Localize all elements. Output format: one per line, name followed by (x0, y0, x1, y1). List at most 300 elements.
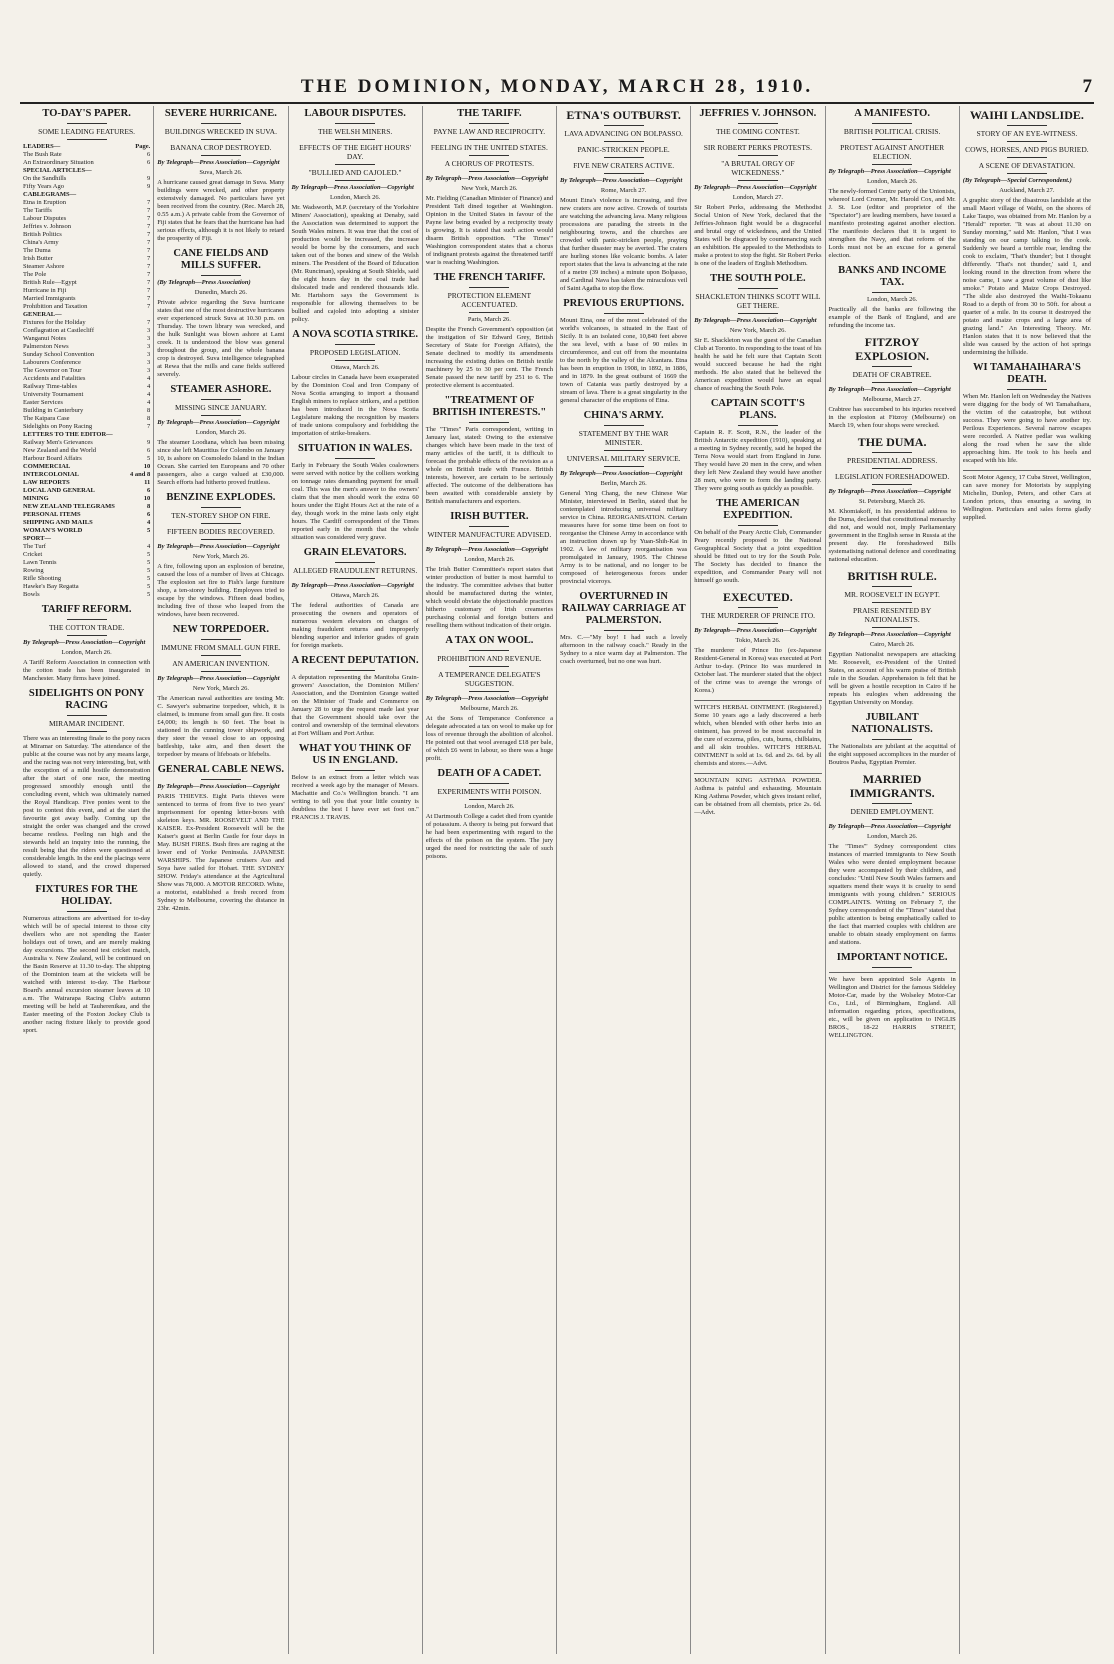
contents-page: 7 (147, 239, 151, 246)
subheadline: EFFECTS OF THE EIGHT HOURS' DAY. (299, 143, 412, 161)
article-body: A Tariff Reform Association in connection with the cotton trade has been inaugurated in Manchester. Many firms have joined. (23, 659, 151, 682)
subheadline: A SCENE OF DEVASTATION. (978, 161, 1076, 170)
rule (201, 523, 241, 524)
contents-page: 4 and 8 (130, 471, 151, 478)
rule (1007, 389, 1047, 390)
rule (604, 425, 644, 426)
article-ad-asthma (694, 773, 821, 817)
subheadline: AN AMERICAN INVENTION. (172, 659, 270, 668)
contents-page: 7 (147, 231, 151, 238)
contents-page: 7 (147, 319, 151, 326)
byline: By Telegraph—Press Association—Copyright (828, 488, 951, 495)
headline: WHAT YOU THINK OF US IN ENGLAND. (298, 743, 412, 766)
contents-item (23, 519, 150, 527)
subheadline: THE MURDERER OF PRINCE ITO. (700, 611, 815, 620)
article-chinas-army (560, 410, 687, 586)
contents-item (23, 487, 150, 495)
contents-label: SHIPPING AND MAILS (23, 519, 93, 526)
rule (872, 452, 912, 453)
contents-page: 5 (147, 575, 151, 582)
rule (67, 635, 107, 636)
headline: IRISH BUTTER. (450, 511, 529, 522)
article-sidelights (23, 688, 150, 879)
contents-label: University Tournament (23, 391, 84, 398)
headline: JEFFRIES V. JOHNSON. (699, 108, 817, 119)
rule (335, 180, 375, 181)
contents-item (23, 255, 150, 263)
rule (872, 967, 912, 968)
contents-label: WOMAN'S WORLD (23, 527, 83, 534)
article-deputation (292, 655, 419, 738)
byline: By Telegraph—Press Association—Copyright (828, 823, 951, 830)
rule (201, 399, 241, 400)
byline: By Telegraph—Press Association—Copyright (694, 627, 817, 634)
rule (469, 783, 509, 784)
contents-page: 4 (147, 543, 151, 550)
headline: NEW TORPEDOER. (172, 624, 270, 635)
rule (469, 123, 509, 124)
contents-label: Wanganui Notes (23, 335, 66, 342)
rule (872, 803, 912, 804)
contents-label: Hurricane in Fiji (23, 287, 67, 294)
rule (201, 539, 241, 540)
subheadline: SOME LEADING FEATURES. (38, 127, 136, 136)
rule (469, 171, 509, 172)
rule (738, 139, 778, 140)
article-body: The murderer of Prince Ito (ex-Japanese Resident-General in Korea) was executed at Port Arthur to-day. (Prince Ito was murdered in October last. The murderer stated that the object of the crime was to avenge the wrongs of Korea.) (694, 647, 822, 694)
subheadline: EXPERIMENTS WITH POISON. (437, 787, 542, 796)
contents-item (23, 263, 150, 271)
contents-item (23, 543, 150, 551)
article-body: A fire, following upon an explosion of benzine, caused the loss of a number of lives at Chicago. The explosion set fire to Fish's large furniture shop, a ten-storey building. Employees tried to escape by the windows. Fifteen dead bodies, including five of those who leaped from the windows, have been recovered. (157, 563, 285, 618)
contents-label: Irish Butter (23, 255, 53, 262)
contents-item (23, 415, 150, 423)
contents-page: 11 (144, 479, 151, 486)
article-immigrants (829, 772, 956, 947)
contents-item (23, 503, 150, 511)
contents-item (23, 287, 150, 295)
rule (335, 344, 375, 345)
rule (738, 123, 778, 124)
contents-page: 7 (147, 263, 151, 270)
contents-page: 5 (147, 591, 151, 598)
contents-item (23, 239, 150, 247)
headline: DEATH OF A CADET. (437, 768, 542, 779)
dateline: London, March 26. (867, 178, 918, 185)
rule (738, 607, 778, 608)
rule (335, 139, 375, 140)
contents-label: Etna in Eruption (23, 199, 66, 206)
article-body: Mount Etna, one of the most celebrated of the world's volcanoes, is situated in the East of Sicily. It is an isolated cone, 10,840 feet above the sea level, with a base of 90 miles in circumference, and cut off from the mountains to the north by the valley of the Alcantara. Etna has been in eruption in 1908, in 1892, in 1886, and in 1879. In the great outburst of 1669 the town of Catania was partly destroyed by a stream of lava. There is a great singularity in the general character of the eruptions of Etna. (560, 317, 688, 404)
contents-item (23, 567, 150, 575)
contents-item (23, 183, 150, 191)
contents-page: 4 (147, 375, 151, 382)
rule (872, 484, 912, 485)
byline: By Telegraph—Press Association—Copyright (828, 631, 951, 638)
contents-item (23, 175, 150, 183)
byline: By Telegraph—Press Association—Copyright (694, 184, 817, 191)
headline: MARRIED IMMIGRANTS. (849, 772, 935, 800)
rule (604, 630, 644, 631)
contents-page: 5 (147, 567, 151, 574)
article-body: Captain R. F. Scott, R.N., the leader of the British Antarctic expedition (1910), speaking at a meeting in Sydney recently, said he hoped the Terra Nova would start from England in June. They would have 20 men in the crew, and when they left New Zealand they would have another 28 men, who were to form the landing party. They were going south as quickly as possible. (694, 429, 822, 492)
article-executed (694, 590, 821, 695)
rule (335, 360, 375, 361)
subheadline: COWS, HORSES, AND PIGS BURIED. (965, 145, 1089, 154)
rule (604, 141, 644, 142)
article-body: Numerous attractions are advertised for to-day which will be of special interest to those city dwellers who are not spending the Easter holidays out of town, and are merely making day excursions. The second test cricket match, Australia v. New Zealand, will be continued on the Basin Reserve at 11.30 to-day. The shipping of the Dominion team at the wickets will be watched with interest to-day. The Harbour Board's annual excursion steamer leaves at 10 a.m. The Wairarapa Racing Club's autumn meeting will be held at Tauherenikau, and the Easter meeting of the Foxton Jockey Club is another racing fixture likely to provide good sport. (23, 915, 151, 1034)
headline: A NOVA SCOTIA STRIKE. (292, 329, 419, 340)
byline: By Telegraph—Press Association—Copyright (157, 159, 280, 166)
contents-page: 8 (147, 503, 151, 510)
contents-page: 4 (147, 519, 151, 526)
contents-label: Sunday School Convention (23, 351, 95, 358)
contents-page: 7 (147, 223, 151, 230)
headline: JUBILANT NATIONALISTS. (851, 712, 933, 735)
article-french-tariff (426, 272, 553, 390)
contents-page: 7 (147, 215, 151, 222)
article-tamahaihara (963, 362, 1091, 465)
headline: EXECUTED. (723, 590, 793, 604)
contents-page: 3 (147, 343, 151, 350)
subheadline: "BULLIED AND CAJOLED." (308, 168, 402, 177)
contents-item (23, 319, 150, 327)
article-england (292, 743, 419, 822)
article-tariff-reform (23, 604, 150, 683)
contents-item (23, 391, 150, 399)
rule (469, 691, 509, 692)
headline: GENERAL CABLE NEWS. (157, 764, 285, 775)
contents-page: 6 (147, 487, 151, 494)
dateline: New York, March 26. (192, 553, 250, 560)
contents-label: SPORT— (23, 535, 51, 542)
subheadline: DEATH OF CRABTREE. (852, 370, 932, 379)
contents-item (23, 207, 150, 215)
headline: BRITISH RULE. (847, 569, 937, 583)
contents-item (23, 327, 150, 335)
contents-item (23, 535, 150, 543)
contents-page: 8 (147, 407, 151, 414)
byline: By Telegraph—Press Association—Copyright (425, 695, 549, 702)
article-grain (292, 547, 419, 650)
contents-item (23, 351, 150, 359)
subheadline: PROHIBITION AND REVENUE. (437, 654, 542, 663)
contents-label: New Zealand and the World (23, 447, 96, 454)
rule (1007, 125, 1047, 126)
contents-label: Married Immigrants (23, 295, 76, 302)
article-body: The "Times" Paris correspondent, writing in January last, stated: Owing to the extensive changes which have been made in the text of many articles of the tariff, it is difficult to forecast the probable effects of the revision as a whole on British trade with France. British interests, however, are certain to be seriously affected. The outcome of the deliberations has been awaited with considerable anxiety by British manufacturers and exporters. (425, 426, 553, 505)
rule (738, 180, 778, 181)
headline: IMPORTANT NOTICE. (836, 952, 948, 963)
article-benzine (157, 492, 284, 619)
subheadline: ALLEGED FRAUDULENT RETURNS. (293, 566, 418, 575)
article-body: Labour circles in Canada have been exasperated by the Dominion Coal and Iron Company of Nova Scotia arranging to import a thousand English miners to replace strikers, and a petition has been introduced in the Nova Scotia Legislature making the recognition by masters of trade unions compulsory and forbidding the importation of strike-breakers. (291, 374, 419, 437)
contents-label: Fifty Years Ago (23, 183, 64, 190)
byline: By Telegraph—Press Association—Copyright (23, 639, 146, 646)
article-scott-plans (694, 398, 821, 493)
rule (201, 415, 241, 416)
contents-item (23, 223, 150, 231)
headline: SEVERE HURRICANE. (164, 108, 277, 119)
contents-page: 7 (147, 247, 151, 254)
article-body: Mr. Wadsworth, M.P. (secretary of the Yorkshire Miners' Association), speaking at Denaby, said the Association was determined to support the South Wales miners. It was true that the cost of production would be increased, the increase would be borne by the consumers, and such taken out of the bones and sinew of the Welsh miners. The President of the Board of Education (Mr. Runciman), speaking at South Shields, said the eight hours day in the coal trade had dislocated trade and rendered thousands idle. Mr. Hartshorn says the Government is responsible for allowing themselves to be bullied and cajoled into adopting a sinister policy. (291, 204, 419, 323)
headline: STEAMER ASHORE. (170, 384, 272, 395)
dateline: London, March 26. (867, 833, 918, 840)
rule (872, 739, 912, 740)
contents-item (23, 407, 150, 415)
rule (201, 139, 241, 140)
contents-label: On the Sandhills (23, 175, 67, 182)
contents-label: PERSONAL ITEMS (23, 511, 81, 518)
contents-page: 4 (147, 399, 151, 406)
byline: By Telegraph—Press Association—Copyright (828, 386, 951, 393)
rule (335, 562, 375, 563)
subheadline: THE COMING CONTEST. (715, 127, 800, 136)
contents-item (23, 463, 150, 471)
rule (738, 155, 778, 156)
rule (872, 164, 912, 165)
rule (201, 123, 241, 124)
article-ad-motor (963, 470, 1091, 522)
subheadline: THE COTTON TRADE. (48, 623, 125, 632)
headline: A MANIFESTO. (854, 108, 930, 119)
dateline: Ottawa, March 26. (330, 592, 380, 599)
rule (469, 650, 509, 651)
subheadline: MR. ROOSEVELT IN EGYPT. (844, 590, 940, 599)
contents-label: Conflagration at Castlecliff (23, 327, 94, 334)
headline: THE SOUTH POLE. (710, 273, 806, 284)
article-torpedoer (157, 624, 284, 759)
contents-item (23, 303, 150, 311)
contents-item (23, 151, 150, 159)
subheadline: LEGISLATION FORESHADOWED. (835, 472, 950, 481)
contents-item (23, 359, 150, 367)
contents-label: British Politics (23, 231, 62, 238)
contents-item (23, 191, 150, 199)
contents-page: 7 (147, 279, 151, 286)
contents-item (23, 215, 150, 223)
headline: CAPTAIN SCOTT'S PLANS. (710, 398, 805, 421)
contents-label: Prohibition and Taxation (23, 303, 88, 310)
article-overturned (560, 591, 687, 666)
contents-page: 6 (147, 447, 151, 454)
subheadline: PAYNE LAW AND RECIPROCITY. (433, 127, 546, 136)
dateline: New York, March 26. (461, 185, 518, 192)
headline: THE DUMA. (857, 435, 927, 449)
headline: THE AMERICAN EXPEDITION. (716, 498, 800, 521)
contents-label: The Bush Rate (23, 151, 62, 158)
subheadline: PROTECTION ELEMENT ACCENTUATED. (447, 291, 532, 309)
article-etna (560, 108, 687, 293)
article-body: Mount Etna's violence is increasing, and five new craters are now active. Crowds of tourists are watching the advancing lava. Many religious processions are parading the streets in the neighbouring towns, and the churches are crowded with panic-stricken people, praying that further disaster may be averted. The craters are hurling stones like volcanic bombs. A later report states that the lava is advancing at the rate of a metre (39 inches) a minute upon Bolpasso, and Cardinal Nava has taken the miraculous veil of Saint Agatha to stop the flow. (560, 197, 688, 292)
column-1 (20, 106, 154, 1654)
article-tariff (426, 108, 553, 267)
contents-label: LOCAL AND GENERAL (23, 487, 95, 494)
headline: CHINA'S ARMY. (583, 410, 664, 421)
subheadline: "A BRUTAL ORGY OF WICKEDNESS." (721, 159, 795, 177)
rule (201, 507, 241, 508)
advertisement-text: We have been appointed Sole Agents in Wellington and District for the famous Siddeley Motor-Car, made by the Wolseley Motor-Car Co., Ltd., of Birmingham, England. All information regarding prices, specifications, etc., will be given on application to INGLIS BROS., 18-22 HARRIS STREET, WELLINGTON. (829, 972, 956, 1040)
headline: THE FRENCH TARIFF. (433, 272, 546, 283)
byline: By Telegraph—Press Association—Copyright (291, 582, 414, 589)
contents-item (23, 495, 150, 503)
dateline: Auckland, March 27. (999, 187, 1055, 194)
contents-page: 3 (147, 359, 151, 366)
contents-page: 10 (143, 463, 151, 470)
article-body: Mr. Fielding (Canadian Minister of Finance) and President Taft dined together at Washington. Opinion in the United States in favour of the Payne law being evaded by a reciprocity treaty is growing. It is stated that such action would disarm British opposition. "The Times'" Washington correspondent states that a chorus of indignant protests against the threatened tariff war is reaching Washington. (425, 195, 553, 266)
contents-label: China's Army (23, 239, 59, 246)
contents-label: The Tariffs (23, 207, 52, 214)
contents-label: Cricket (23, 551, 43, 558)
article-body: The "Times'" Sydney correspondent cites instances of married immigrants to New South Wales who were denied employment because they were accompanied by their children, and concludes: "Until New South Wales farmers and squatters mend their ways it is cruelty to send immigrants with young children." SERIOUS COMPLAINTS. Writing on February 7, the Sydney correspondent of the "Times" stated that public attention is being emphatically called to the fact that married couples with children are unable to obtain steady employment on farms and stations. (828, 843, 956, 946)
article-duma (829, 435, 956, 564)
subheadline: PROPOSED LEGISLATION. (309, 348, 401, 357)
contents-item (23, 551, 150, 559)
article-ad-witch (694, 700, 821, 768)
article-steamer (157, 384, 284, 487)
rule (872, 819, 912, 820)
contents-page: 10 (143, 495, 151, 502)
subheadline: MIRAMAR INCIDENT. (48, 719, 125, 728)
contents-label: Harbour Board Affairs (23, 455, 82, 462)
subheadline: DENIED EMPLOYMENT. (850, 807, 934, 816)
column-7 (826, 106, 960, 1654)
contents-page: 5 (147, 583, 151, 590)
headline: THE TARIFF. (457, 108, 522, 119)
article-body: A graphic story of the disastrous landslide at the small Maori village of Waihi, on the shores of Lake Taupo, was obtained from Mr. Hanlon by a "Herald" reporter. "It was at about 11.30 on Sunday morning," said Mr. Hanlon, "that I was standing on our camp talking to the cook. Suddenly we heard a terrible roar, lending the cook to exclaim, 'That's thunder'; but I thought differently. 'That's not thunder,' said I, and looking round in the direction from where the noise came, I saw a great volume of dust like smoke." Potato and Maize Crops Destroyed. "The slide also destroyed the Waihi-Tokaanu Road to a depth of from 30 to 50ft. for about a quarter of a mile. In its course it destroyed the potato and maize crops and a large area of grazing land." An Interesting Theory. Mr. Hanlon states that it is now believed that the slide was caused by the action of hot springs undermining the hillside. (962, 197, 1091, 356)
contents-item (23, 343, 150, 351)
contents-label: The Governor on Tour (23, 367, 82, 374)
article-fitzroy (829, 335, 956, 430)
rule (872, 602, 912, 603)
dateline: London, March 26. (464, 556, 515, 563)
contents-item (23, 159, 150, 167)
article-manifesto (829, 108, 956, 260)
dateline: New York, March 26. (192, 685, 250, 692)
article-american-exp (694, 498, 821, 585)
article-body: There was an interesting finale to the pony races at Miramar on Saturday. The attendance of the public at the course was not by any means large, and the racing was not very interesting, but, with the exception of a mild hostile demonstration after the start of one race, the meeting progressed smoothly enough until the concluding event, which was ultimately named the Royal Handicap. Five ponies went to the post to contest this event, and at the start the favourite got away badly. Coming up the straight the order was changed and the crowd became restless. Feeling ran high and the stewards held an inquiry into the running, the result being that the riders were questioned at considerable length. In the end the placings were allowed to stand, and the crowd dispersed quietly. (23, 735, 151, 878)
rule (872, 366, 912, 367)
contents-page: 7 (147, 199, 151, 206)
article-body: The newly-formed Centre party of the Unionists, whereof Lord Cromer, Mr. Harold Cox, and Mr. J. St. Loe (editor and proprietor of the "Spectator") are leading members, have issued a manifesto protesting against another election. The manifesto declares that it is urgent to strengthen the Navy, and that reform of the Lords must not be an excuse for a general election. (828, 188, 956, 259)
article-body: M. Khomiakoff, in his presidential address to the Duma, declared that constitutional monarchy did not, and would not, imply Parliamentary government in the English sense in Russia at the present day. He foreshadowed Bills systematising national defence and coordinating national education. (828, 508, 956, 563)
byline: By Telegraph—Press Association—Copyright (425, 175, 549, 182)
article-body: General Ying Chang, the new Chinese War Minister, interviewed in Berlin, stated that he contemplated introducing universal military service in China. REORGANISATION. Certain measures have for some time been on foot to reorganise the Chinese Army in accordance with an instruction drawn up by Yuan-Shih-Kai in 1902. A law of military reorganisation was promulgated in January, 1905. The Chinese Army is to be national, and no longer to be composed of heterogeneous forces under provincial viceroys. (560, 490, 688, 585)
masthead-title: THE DOMINION, MONDAY, MARCH 28, 1910. (300, 76, 814, 97)
article-labour (292, 108, 419, 324)
contents-label: MINING (23, 495, 49, 502)
headline: FIXTURES FOR THE HOLIDAY. (35, 884, 138, 907)
contents-label: GENERAL— (23, 311, 62, 318)
rule (738, 425, 778, 426)
contents-page: 6 (147, 159, 151, 166)
contents-page: 6 (147, 151, 151, 158)
rule (201, 779, 241, 780)
byline: By Telegraph—Press Association—Copyright (157, 675, 280, 682)
contents-label: The Kaipara Case (23, 415, 70, 422)
contents-label: Railway Men's Grievances (23, 439, 93, 446)
contents-item (23, 455, 150, 463)
subheadline: PRAISE RESENTED BY NATIONALISTS. (852, 606, 932, 624)
rule (604, 125, 644, 126)
article-body: On behalf of the Peary Arctic Club, Commander Peary recently proposed to the National Geographical Society that a joint expedition should be fitted out to try for the South Pole. The Society has decided to finance the expedition, and Commander Peary will not himself go south. (694, 529, 822, 584)
article-body: At the Sons of Temperance Conference a delegate advocated a tax on wool to make up for loss of revenue through the abolition of alcohol. He pointed out that wool averaged £18 per bale, of which £6 went in labour, so there was a huge profit. (425, 715, 553, 762)
dateline: Tokio, March 26. (735, 637, 781, 644)
contents-page: 6 (147, 511, 151, 518)
rule (469, 155, 509, 156)
article-body: Sir Robert Perks, addressing the Methodist Social Union of New York, declared that the Jeffries-Johnson fight would be a disgraceful and brutal orgy of wickedness, and the United States will be disgraced by countenancing such an exhibition. He appealed to the Methodists to make a protest to stop the fight. Sir Robert Perks is one of the leaders of English Methodism. (694, 204, 822, 267)
rule (738, 288, 778, 289)
headline: TO-DAY'S PAPER. (42, 108, 131, 119)
contents-item (23, 439, 150, 447)
article-body: The Nationalists are jubilant at the acquittal of the eight supposed accomplices in the murder of Boutros Pasha, Egyptian Premier. (828, 743, 956, 766)
contents-item (23, 271, 150, 279)
rule (604, 450, 644, 451)
rule (738, 623, 778, 624)
rule (1007, 173, 1047, 174)
dateline: London, March 26. (61, 649, 112, 656)
contents-label: Hawke's Bay Regatta (23, 583, 79, 590)
rule (67, 715, 107, 716)
headline: WAIHI LANDSLIDE. (969, 108, 1084, 122)
subheadline: SHACKLETON THINKS SCOTT WILL GET THERE. (695, 292, 821, 310)
contents-item (23, 167, 150, 175)
contents-page: 7 (147, 287, 151, 294)
dateline: London, March 26. (195, 429, 246, 436)
rule (201, 639, 241, 640)
rule (604, 173, 644, 174)
rule (201, 275, 241, 276)
rule (872, 123, 912, 124)
article-body: Sir E. Shackleton was the guest of the Canadian Club at Toronto. In responding to the toast of his health he said he felt sure that Captain Scott would succeed because he had the right methods. He also stated that he believed the American expedition would have an equal chance of reaching the South Pole. (694, 337, 822, 392)
column-6 (691, 106, 825, 1654)
contents-label: The Turf (23, 543, 46, 550)
dateline: Dunedin, March 26. (194, 289, 248, 296)
rule (469, 526, 509, 527)
contents-label: Labour Disputes (23, 215, 67, 222)
rule (469, 799, 509, 800)
rule (469, 666, 509, 667)
subheadline: FIFTEEN BODIES RECOVERED. (167, 527, 275, 536)
contents-item (23, 511, 150, 519)
contents-item (23, 471, 150, 479)
article-body: Private advice regarding the Suva hurricane states that one of the most destructive hurricanes ever experienced struck Suva at 10.30 p.m. on Thursday. The town library was wrecked, and the hulk Sunlight was blown ashore at Lami creek. It is understood the blow was general throughout the group, and the whole banana crop is destroyed. Suva intelligence telegraphed at Rewa that the mills and cane fields suffered severely. (157, 299, 285, 378)
dateline: Berlin, March 26. (600, 480, 647, 487)
contents-page: Page. (135, 143, 151, 150)
headline: OVERTURNED IN RAILWAY CARRIAGE AT PALMERSTON. (561, 591, 686, 626)
contents-item (23, 447, 150, 455)
rule (604, 466, 644, 467)
contents-item (23, 575, 150, 583)
rule (1007, 141, 1047, 142)
rule (335, 670, 375, 671)
contents-page: 8 (147, 415, 151, 422)
article-notice (829, 952, 956, 1040)
article-nova-scotia (292, 329, 419, 438)
contents-item (23, 231, 150, 239)
subheadline: PROTEST AGAINST ANOTHER ELECTION. (840, 143, 945, 161)
rule (67, 123, 107, 124)
contents-item (23, 143, 150, 151)
rule (872, 468, 912, 469)
dateline: St. Petersburg, March 26. (858, 498, 926, 505)
columns (20, 106, 1094, 1654)
subheadline: MISSING SINCE JANUARY. (174, 403, 267, 412)
contents-label: Building in Canterbury (23, 407, 84, 414)
contents-page: 9 (147, 183, 151, 190)
masthead (20, 76, 1094, 104)
subheadline: PANIC-STRICKEN PEOPLE. (577, 145, 670, 154)
